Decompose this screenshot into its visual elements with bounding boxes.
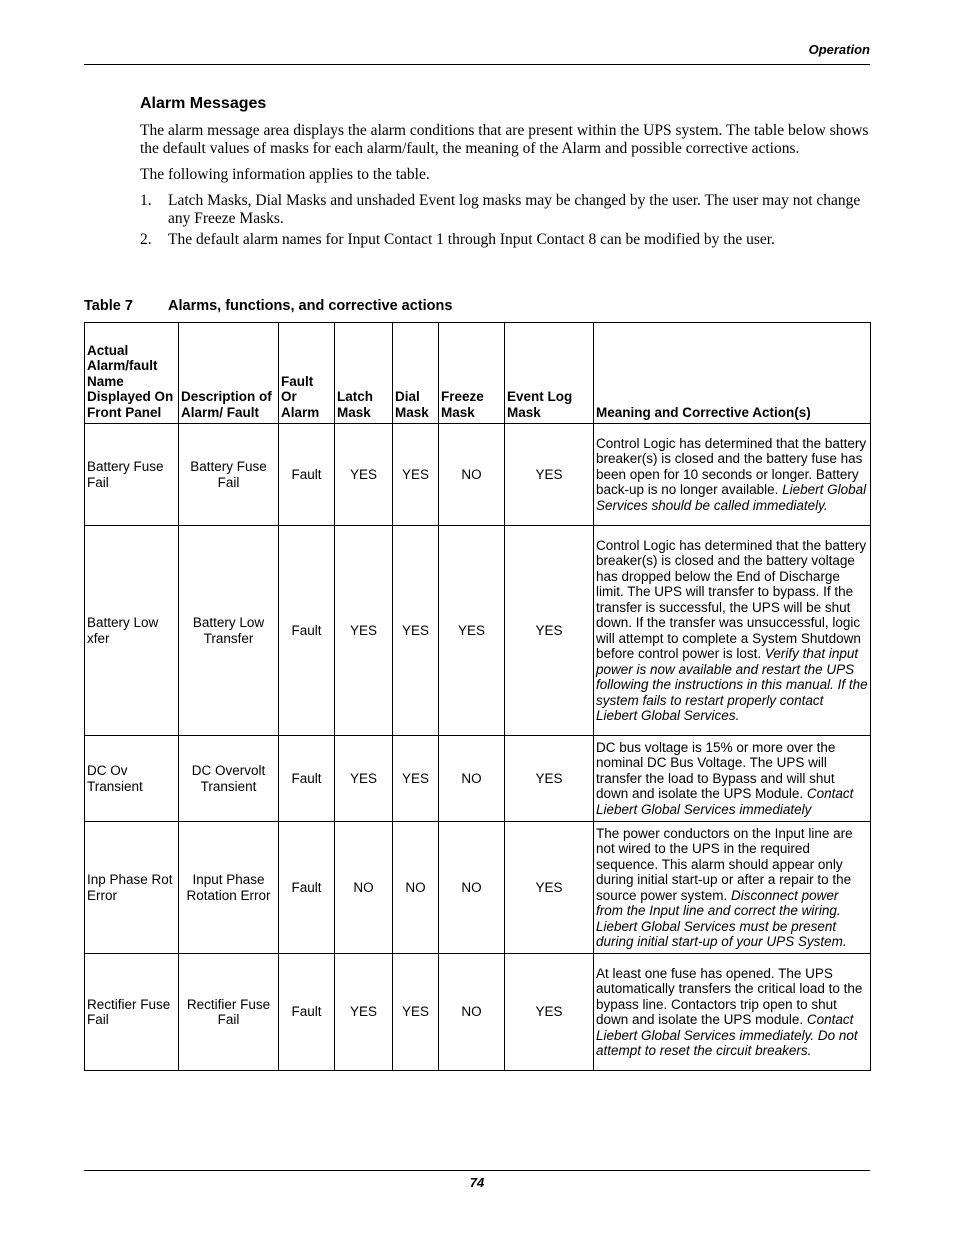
- cell-event-log-mask: YES: [505, 424, 594, 526]
- header-meaning: Meaning and Corrective Action(s): [594, 323, 871, 424]
- corrective-action-text: Disconnect power from the Input line and correct the wiring. Liebert Global Services must be present during initial start-up of your UPS System.: [596, 887, 847, 949]
- cell-alarm-name: Rectifier Fuse Fail: [85, 954, 179, 1071]
- table-row: [85, 954, 871, 1071]
- corrective-action-text: Liebert Global Services should be called immediately.: [596, 482, 867, 513]
- cell-freeze-mask: NO: [439, 822, 505, 954]
- cell-event-log-mask: YES: [505, 526, 594, 736]
- meaning-text: Control Logic has determined that the battery breaker(s) is closed and the battery voltage has dropped below the End of Discharge limit. The UPS will transfer to bypass. If the transfer is successful, the UPS will be shut down. If the transfer was unsuccessful, logic will attempt to complete a System Shutdown before control power is lost.: [596, 537, 867, 661]
- cell-fault-or-alarm: Fault: [279, 954, 335, 1071]
- cell-freeze-mask: NO: [439, 424, 505, 526]
- note-number: 2.: [140, 231, 152, 248]
- header-latch-mask: Latch Mask: [335, 323, 393, 424]
- cell-dial-mask: YES: [393, 736, 439, 822]
- note-text: The default alarm names for Input Contact 1 through Input Contact 8 can be modified by the user.: [168, 231, 775, 248]
- cell-alarm-name: DC Ov Transient: [85, 736, 179, 822]
- cell-description: DC Overvolt Transient: [179, 736, 279, 822]
- note-item: [140, 192, 870, 228]
- cell-dial-mask: YES: [393, 424, 439, 526]
- main-content: [140, 95, 870, 252]
- note-item: [140, 231, 870, 249]
- cell-event-log-mask: YES: [505, 954, 594, 1071]
- table-title: Alarms, functions, and corrective actions: [168, 298, 453, 314]
- cell-alarm-name: Battery Fuse Fail: [85, 424, 179, 526]
- meaning-text: DC bus voltage is 15% or more over the nominal DC Bus Voltage. The UPS will transfer the load to Bypass and will shut down and isolate the UPS Module.: [596, 739, 836, 802]
- cell-latch-mask: YES: [335, 424, 393, 526]
- meaning-text: At least one fuse has opened. The UPS automatically transfers the critical load to the bypass line. Contactors trip open to shut down and isolate the UPS module.: [596, 965, 863, 1027]
- table-number: Table 7: [84, 298, 133, 314]
- table-row: [85, 526, 871, 736]
- section-title: Alarm Messages: [140, 95, 267, 112]
- cell-dial-mask: NO: [393, 822, 439, 954]
- cell-description: Battery Fuse Fail: [179, 424, 279, 526]
- notes-list: [140, 192, 870, 249]
- cell-fault-or-alarm: Fault: [279, 822, 335, 954]
- cell-meaning: [594, 424, 871, 526]
- page-number: 74: [469, 1175, 485, 1190]
- meaning-text: The power conductors on the Input line are not wired to the UPS in the required sequence. This alarm should appear only during initial start-up or after a repair to the source power system.: [596, 825, 853, 903]
- cell-fault-or-alarm: Fault: [279, 736, 335, 822]
- cell-freeze-mask: YES: [439, 526, 505, 736]
- header-rule: [84, 64, 870, 65]
- table-row: [85, 736, 871, 822]
- cell-description: Battery Low Transfer: [179, 526, 279, 736]
- cell-dial-mask: YES: [393, 954, 439, 1071]
- cell-meaning: [594, 954, 871, 1071]
- header-dial-mask: Dial Mask: [393, 323, 439, 424]
- table-row: [85, 424, 871, 526]
- table-row: [85, 822, 871, 954]
- intro-paragraph: The alarm message area displays the alarm conditions that are present within the UPS system. The table below shows the default values of masks for each alarm/fault, the meaning of the Alarm and possible corrective actions.: [140, 122, 869, 157]
- cell-latch-mask: YES: [335, 736, 393, 822]
- applies-paragraph: The following information applies to the table.: [140, 166, 430, 183]
- cell-fault-or-alarm: Fault: [279, 424, 335, 526]
- cell-event-log-mask: YES: [505, 822, 594, 954]
- header-freeze-mask: Freeze Mask: [439, 323, 505, 424]
- cell-meaning: [594, 822, 871, 954]
- header-description: Description of Alarm/ Fault: [179, 323, 279, 424]
- cell-freeze-mask: NO: [439, 736, 505, 822]
- cell-latch-mask: NO: [335, 822, 393, 954]
- cell-latch-mask: YES: [335, 954, 393, 1071]
- corrective-action-text: Contact Liebert Global Services immediately. Do not attempt to reset the circuit breakers.: [596, 1012, 858, 1058]
- alarms-table: [84, 322, 871, 1071]
- running-header: Operation: [808, 42, 870, 57]
- header-fault-or-alarm: Fault Or Alarm: [279, 323, 335, 424]
- cell-meaning: [594, 736, 871, 822]
- cell-latch-mask: YES: [335, 526, 393, 736]
- table-caption: [84, 298, 452, 314]
- note-text: Latch Masks, Dial Masks and unshaded Event log masks may be changed by the user. The user may not change any Freeze Masks.: [168, 192, 861, 227]
- corrective-action-text: Contact Liebert Global Services immediately: [596, 786, 854, 817]
- meaning-text: Control Logic has determined that the battery breaker(s) is closed and the battery fuse has been open for 10 seconds or longer. Battery back-up is no longer available.: [596, 435, 867, 498]
- footer-rule: [84, 1170, 870, 1171]
- cell-description: Rectifier Fuse Fail: [179, 954, 279, 1071]
- cell-alarm-name: Battery Low xfer: [85, 526, 179, 736]
- header-alarm-name: Actual Alarm/fault Name Displayed On Front Panel: [85, 323, 179, 424]
- cell-freeze-mask: NO: [439, 954, 505, 1071]
- note-number: 1.: [140, 192, 152, 209]
- cell-meaning: [594, 526, 871, 736]
- cell-dial-mask: YES: [393, 526, 439, 736]
- header-event-log-mask: Event Log Mask: [505, 323, 594, 424]
- table-header-row: [85, 323, 871, 424]
- cell-description: Input Phase Rotation Error: [179, 822, 279, 954]
- cell-fault-or-alarm: Fault: [279, 526, 335, 736]
- cell-event-log-mask: YES: [505, 736, 594, 822]
- cell-alarm-name: Inp Phase Rot Error: [85, 822, 179, 954]
- corrective-action-text: Verify that input power is now available and restart the UPS following the instructions in this manual. If the system fails to restart properly contact Liebert Global Services.: [596, 646, 868, 723]
